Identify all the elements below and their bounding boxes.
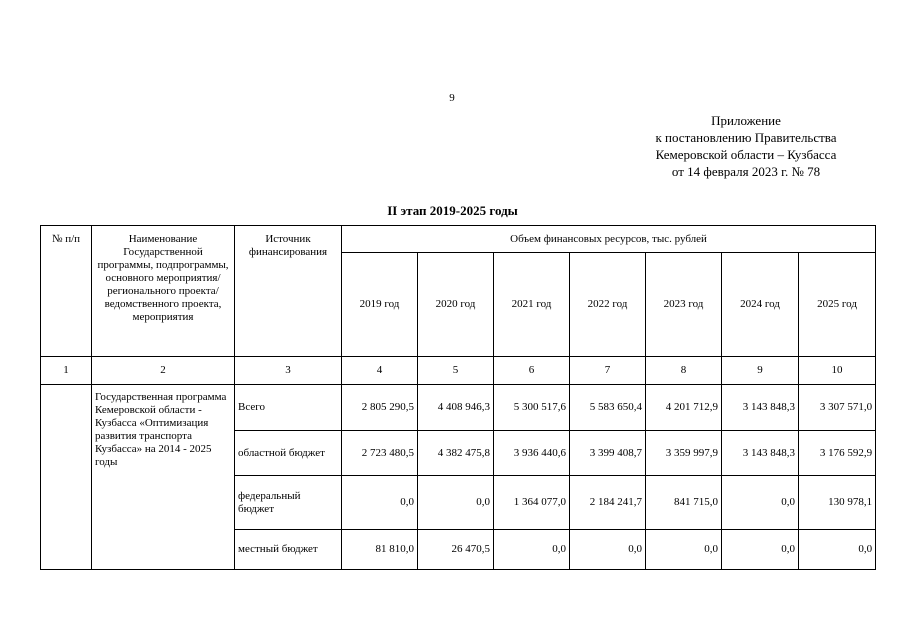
page-title: II этап 2019-2025 годы [387,203,518,218]
index-cell: 4 [342,357,418,385]
header-row-1 [41,226,876,253]
header-year: 2022 год [570,253,646,357]
value-cell: 2 805 290,5 [342,385,418,431]
header-source: Источник финансирования [235,226,342,357]
value-cell: 130 978,1 [799,476,876,530]
value-cell: 26 470,5 [418,530,494,570]
value-cell: 3 936 440,6 [494,431,570,476]
source-cell: Всего [235,385,342,431]
appendix-header [600,112,892,180]
program-num-cell [41,385,92,570]
index-row [41,357,876,385]
index-cell: 7 [570,357,646,385]
appendix-line-2: к постановлению Правительства [655,130,837,145]
value-cell: 0,0 [722,530,799,570]
index-cell: 8 [646,357,722,385]
value-cell: 5 300 517,6 [494,385,570,431]
value-cell: 4 382 475,8 [418,431,494,476]
appendix-line-3: Кемеровской области – Кузбасса [655,147,837,162]
value-cell: 0,0 [570,530,646,570]
value-cell: 0,0 [646,530,722,570]
header-year: 2020 год [418,253,494,357]
value-cell: 841 715,0 [646,476,722,530]
source-cell: федеральный бюджет [235,476,342,530]
index-cell: 1 [41,357,92,385]
value-cell: 0,0 [494,530,570,570]
value-cell: 3 143 848,3 [722,385,799,431]
value-cell: 0,0 [722,476,799,530]
value-cell: 1 364 077,0 [494,476,570,530]
header-volume: Объем финансовых ресурсов, тыс. рублей [342,226,876,253]
value-cell: 3 307 571,0 [799,385,876,431]
value-cell: 3 359 997,9 [646,431,722,476]
value-cell: 0,0 [799,530,876,570]
index-cell: 9 [722,357,799,385]
value-cell: 4 201 712,9 [646,385,722,431]
index-cell: 6 [494,357,570,385]
header-name: Наименование Государственной программы, подпрограммы, основного мероприятия/ регионального проекта/ведомственного проекта, мероприятия [92,226,235,357]
source-cell: областной бюджет [235,431,342,476]
value-cell: 3 176 592,9 [799,431,876,476]
header-year: 2024 год [722,253,799,357]
value-cell: 0,0 [342,476,418,530]
header-year: 2025 год [799,253,876,357]
value-cell: 4 408 946,3 [418,385,494,431]
page-number: 9 [449,92,455,104]
header-year: 2021 год [494,253,570,357]
table-row-total [41,385,876,431]
value-cell: 5 583 650,4 [570,385,646,431]
program-name-cell: Государственная программа Кемеровской области - Кузбасса «Оптимизация развития транспорта Кузбасса» на 2014 - 2025 годы [92,385,235,570]
index-cell: 2 [92,357,235,385]
header-num: № п/п [41,226,92,357]
financing-table [40,225,876,570]
value-cell: 2 723 480,5 [342,431,418,476]
index-cell: 10 [799,357,876,385]
value-cell: 3 399 408,7 [570,431,646,476]
source-cell: местный бюджет [235,530,342,570]
appendix-line-1: Приложение [711,113,781,128]
header-year: 2023 год [646,253,722,357]
index-cell: 5 [418,357,494,385]
value-cell: 3 143 848,3 [722,431,799,476]
value-cell: 2 184 241,7 [570,476,646,530]
value-cell: 81 810,0 [342,530,418,570]
value-cell: 0,0 [418,476,494,530]
header-year: 2019 год [342,253,418,357]
appendix-line-4: от 14 февраля 2023 г. № 78 [671,164,821,179]
index-cell: 3 [235,357,342,385]
